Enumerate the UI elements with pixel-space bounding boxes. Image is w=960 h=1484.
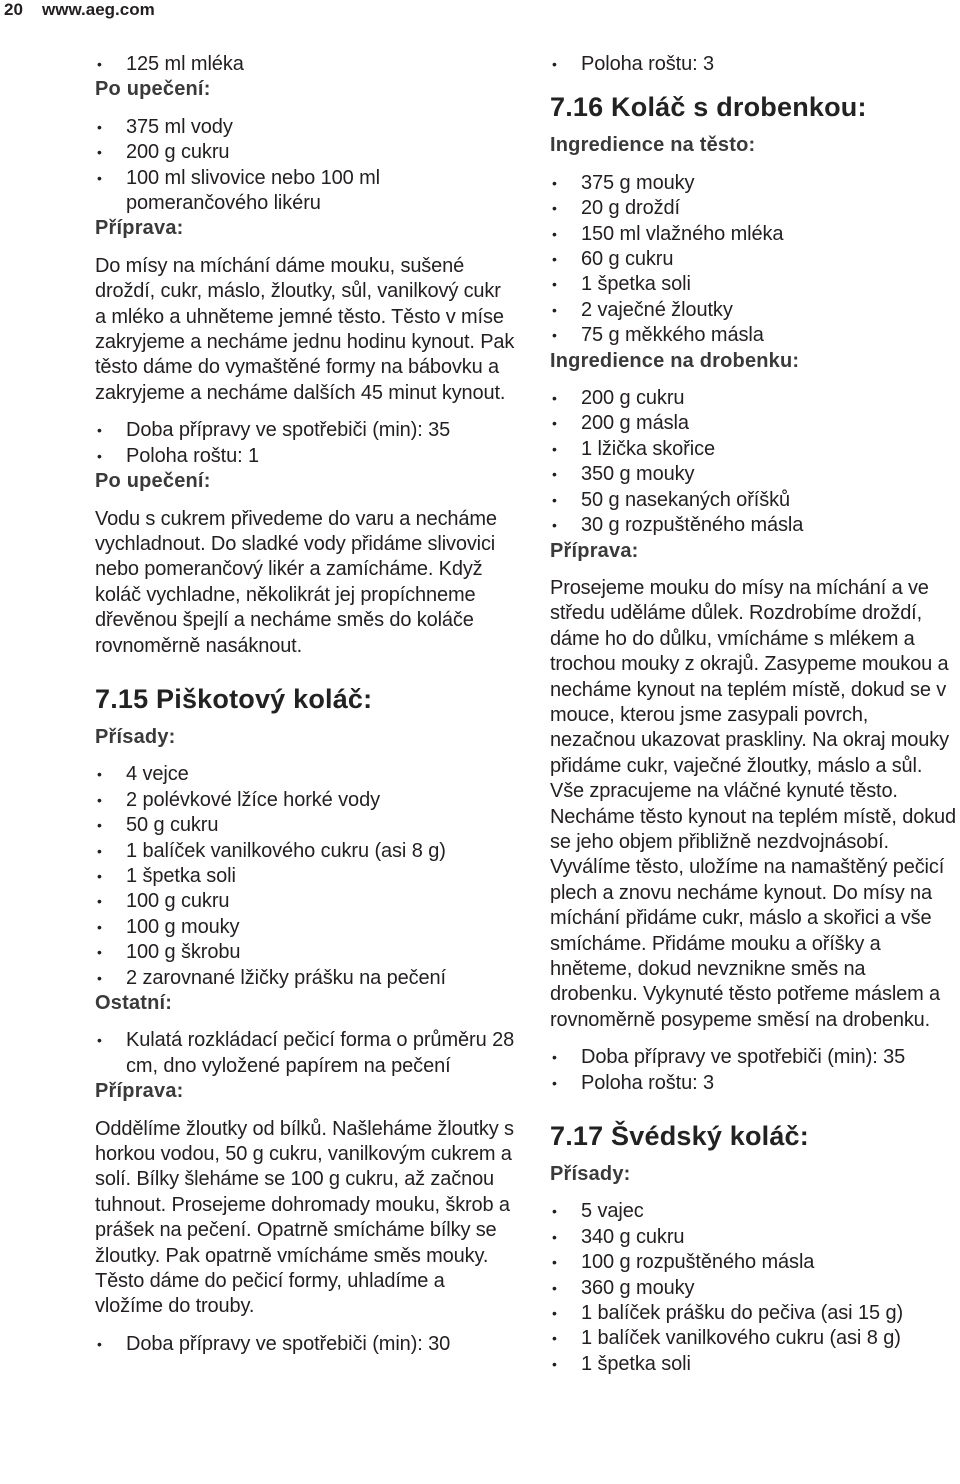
- list-item: • 2 vaječné žloutky: [550, 298, 958, 323]
- list-item: • 75 g měkkého másla: [550, 323, 958, 348]
- list-item: • Doba přípravy ve spotřebiči (min): 35: [95, 418, 515, 443]
- list-item: • 60 g cukru: [550, 247, 958, 272]
- subheading-ingredience-drobenka: Ingredience na drobenku:: [550, 349, 800, 372]
- left-column: [95, 52, 515, 1357]
- list-item: • 350 g mouky: [550, 462, 958, 487]
- subheading-prisady-right: Přísady:: [550, 1163, 631, 1186]
- subheading-priprava-right: Příprava:: [550, 539, 639, 562]
- list-item: • Poloha roštu: 3: [550, 52, 958, 77]
- list-item: • 1 špetka soli: [95, 864, 515, 889]
- list-item: • 50 g nasekaných oříšků: [550, 488, 958, 513]
- list-prisady-right: [550, 1199, 958, 1377]
- list-item: • 100 g cukru: [95, 889, 515, 914]
- section-title-717: 7.17 Švédský koláč:: [550, 1121, 809, 1152]
- subheading-priprava: Příprava:: [95, 217, 184, 240]
- subheading-po-upeceni-2: Po upečení:: [95, 470, 211, 493]
- page-number: 20: [4, 0, 23, 19]
- list-item: • Poloha roštu: 3: [550, 1071, 958, 1096]
- list-item: • 50 g cukru: [95, 813, 515, 838]
- list-info: [95, 418, 515, 469]
- list-item: • Doba přípravy ve spotřebiči (min): 30: [95, 1332, 515, 1357]
- list-top: [95, 52, 515, 77]
- subheading-ostatni: Ostatní:: [95, 992, 173, 1014]
- subheading-ingredience-testo: Ingredience na těsto:: [550, 134, 756, 157]
- list-ingredience-drobenka: [550, 386, 958, 538]
- header-url: www.aeg.com: [42, 0, 155, 19]
- list-item: • 100 g rozpuštěného másla: [550, 1250, 958, 1275]
- list-item: • Kulatá rozkládací pečicí forma o průměru 28 cm, dno vyložené papírem na pečení: [95, 1028, 515, 1079]
- priprava-text: Do mísy na míchání dáme mouku, sušené droždí, cukr, máslo, žloutky, sůl, vanilkový cukr a mléko a uhněteme jemné těsto. Těsto v míse zakryjeme a necháme jednu hodinu kynout. Pak těsto dáme do vymaštěné formy na bábovku a zakryjeme a necháme dalších 45 minut kynout.: [95, 254, 515, 404]
- list-bottom: [95, 1332, 515, 1357]
- priprava-right-text: Prosejeme mouku do mísy na míchání a ve středu uděláme důlek. Rozdrobíme droždí, dáme ho do důlku, vmícháme s mlékem a trochou mouky z okrajů. Zasypeme moukou a necháme kynout na teplém místě, dokud se v mouce, kterou jsme zasypali povrch, nezačnou ukazovat praskliny. Na okraj mouky přidáme cukr, vaječné žloutky, máslo a sůl. Vše zpracujeme na vláčné kynuté těsto. Necháme těsto kynout na teplém místě, dokud se jeho objem přibližně nezdvojnásobí. Vyválíme těsto, uložíme na namaštěný pečicí plech a znovu necháme kynout. Do mísy na míchání přidáme cukr, máslo a skořici a vše smícháme. Přidáme mouku a oříšky a hněteme, dokud nevznikne směs na drobenku. Vykynuté těsto potřeme máslem a rovnoměrně posypeme směsí na drobenku.: [550, 576, 956, 1031]
- list-item: • Doba přípravy ve spotřebiči (min): 35: [550, 1045, 958, 1070]
- list-item: • 375 ml vody: [95, 115, 515, 140]
- list-info-right: [550, 1045, 958, 1096]
- list-item: • 1 balíček vanilkového cukru (asi 8 g): [95, 839, 515, 864]
- list-syrup: [95, 115, 515, 217]
- list-item: • 100 g škrobu: [95, 940, 515, 965]
- list-item: • 100 ml slivovice nebo 100 ml pomerančového likéru: [95, 166, 515, 217]
- list-item: • 150 ml vlažného mléka: [550, 222, 958, 247]
- list-prisady: [95, 762, 515, 991]
- list-item: • 1 balíček vanilkového cukru (asi 8 g): [550, 1326, 958, 1351]
- list-item: • 125 ml mléka: [95, 52, 515, 77]
- list-item: • 2 zarovnané lžičky prášku na pečení: [95, 966, 515, 991]
- priprava-2-text: Oddělíme žloutky od bílků. Našleháme žloutky s horkou vodou, 50 g cukru, vanilkovým cukrem a solí. Bílky šleháme se 100 g cukru, až začnou tuhnout. Prosejeme dohromady mouku, škrob a prášek na pečení. Opatrně smícháme bílky se žloutky. Pak opatrně vmícháme směs mouky. Těsto dáme do pečicí formy, uhladíme a vložíme do trouby.: [95, 1117, 514, 1318]
- subheading-po-upeceni: Po upečení:: [95, 78, 211, 101]
- list-item: • 2 polévkové lžíce horké vody: [95, 788, 515, 813]
- list-item: • 4 vejce: [95, 762, 515, 787]
- right-column: [550, 52, 958, 1377]
- list-item: • 1 špetka soli: [550, 272, 958, 297]
- section-title-716: 7.16 Koláč s drobenkou:: [550, 92, 867, 123]
- list-ingredience-testo: [550, 171, 958, 349]
- section-title-715: 7.15 Piškotový koláč:: [95, 683, 373, 714]
- list-item: • 200 g cukru: [550, 386, 958, 411]
- list-item: • 20 g droždí: [550, 196, 958, 221]
- list-item: • 375 g mouky: [550, 171, 958, 196]
- subheading-prisady: Přísady:: [95, 725, 176, 748]
- list-item: • 100 g mouky: [95, 915, 515, 940]
- subheading-priprava-2: Příprava:: [95, 1080, 184, 1103]
- list-item: • 200 g cukru: [95, 140, 515, 165]
- list-item: • 200 g másla: [550, 411, 958, 436]
- list-item: • 1 balíček prášku do pečiva (asi 15 g): [550, 1301, 958, 1326]
- list-item: • 1 špetka soli: [550, 1352, 958, 1377]
- list-item: • Poloha roštu: 1: [95, 444, 515, 469]
- list-item: • 5 vajec: [550, 1199, 958, 1224]
- po-upeceni-text: Vodu s cukrem přivedeme do varu a necháme vychladnout. Do sladké vody přidáme slivovici nebo pomerančový likér a zamícháme. Když koláč vychladne, několikrát jej propíchneme dřevěnou špejlí a necháme směs do koláče rovnoměrně nasáknout.: [95, 507, 497, 657]
- list-top-right: [550, 52, 958, 77]
- list-item: • 30 g rozpuštěného másla: [550, 513, 958, 538]
- list-item: • 360 g mouky: [550, 1276, 958, 1301]
- list-item: • 1 lžička skořice: [550, 437, 958, 462]
- list-ostatni: [95, 1028, 515, 1079]
- list-item: • 340 g cukru: [550, 1225, 958, 1250]
